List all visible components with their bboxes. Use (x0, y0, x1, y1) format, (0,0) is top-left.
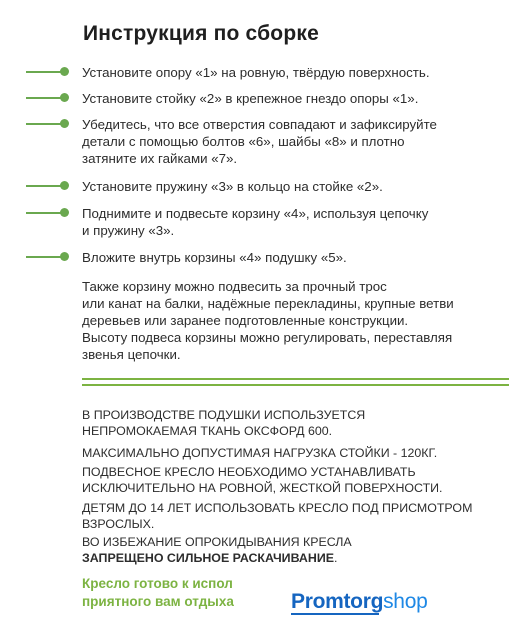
page-title: Инструкция по сборке (83, 22, 319, 45)
step-line: затяните их гайками «7». (82, 151, 238, 166)
step-line: детали с помощью болтов «6», шайбы «8» и плотно (82, 134, 405, 149)
notice-surface: ПОДВЕСНОЕ КРЕСЛО НЕОБХОДИМО УСТАНАВЛИВАТЬ ИСКЛЮЧИТЕЛЬНО НА РОВНОЙ, ЖЕСТКОЙ ПОВЕРХНОСТИ. (82, 465, 443, 495)
promtorgshop-logo: Promtorgshop (285, 586, 433, 618)
divider (82, 378, 509, 380)
step-line: Установите стойку «2» в крепежное гнездо опоры «1». (82, 91, 419, 106)
notice-children: ДЕТЯМ ДО 14 ЛЕТ ИСПОЛЬЗОВАТЬ КРЕСЛО ПОД ПРИСМОТРОМ ВЗРОСЛЫХ. (82, 501, 473, 531)
bullet-icon (26, 67, 68, 77)
bullet-icon (26, 252, 68, 262)
step-text (82, 90, 502, 107)
bullet-icon (26, 119, 68, 129)
note-line: или канат на балки, надёжные перекладины, крупные ветви (82, 296, 454, 311)
note-line: деревьев или заранее подготовленные конструкции. (82, 313, 409, 328)
step-line: Вложите внутрь корзины «4» подушку «5». (82, 250, 347, 265)
bullet-icon (26, 208, 68, 218)
warning-bold: ЗАПРЕЩЕНО СИЛЬНОЕ РАСКАЧИВАНИЕ (82, 551, 334, 565)
final-message: Кресло готово к испол приятного вам отдыха (82, 576, 234, 609)
bullet-icon (26, 93, 68, 103)
step-line: Убедитесь, что все отверстия совпадают и зафиксируйте (82, 117, 437, 132)
bullet-icon (26, 181, 68, 191)
step-text (82, 178, 502, 195)
step-text (82, 116, 502, 167)
step-line: Поднимите и подвесьте корзину «4», используя цепочку (82, 206, 429, 221)
step-text (82, 64, 502, 81)
logo-underline (291, 613, 379, 615)
note-line: Высоту подвеса корзины можно регулировать, переставляя (82, 330, 453, 345)
notice-warning: ВО ИЗБЕЖАНИЕ ОПРОКИДЫВАНИЯ КРЕСЛА ЗАПРЕЩЕНО СИЛЬНОЕ РАСКАЧИВАНИЕ. (82, 535, 352, 565)
step-text (82, 249, 502, 266)
notice-fabric: В ПРОИЗВОДСТВЕ ПОДУШКИ ИСПОЛЬЗУЕТСЯ НЕПРОМОКАЕМАЯ ТКАНЬ ОКСФОРД 600. (82, 408, 366, 438)
note-line: звенья цепочки. (82, 347, 181, 362)
divider (82, 384, 509, 386)
step-text (82, 205, 502, 239)
hanging-note (82, 278, 502, 363)
step-line: Установите опору «1» на ровную, твёрдую поверхность. (82, 65, 430, 80)
step-line: Установите пружину «3» в кольцо на стойке «2». (82, 179, 383, 194)
step-line: и пружину «3». (82, 223, 175, 238)
notice-load: МАКСИМАЛЬНО ДОПУСТИМАЯ НАГРУЗКА СТОЙКИ - 120КГ. (82, 446, 438, 460)
note-line: Также корзину можно подвесить за прочный трос (82, 279, 387, 294)
